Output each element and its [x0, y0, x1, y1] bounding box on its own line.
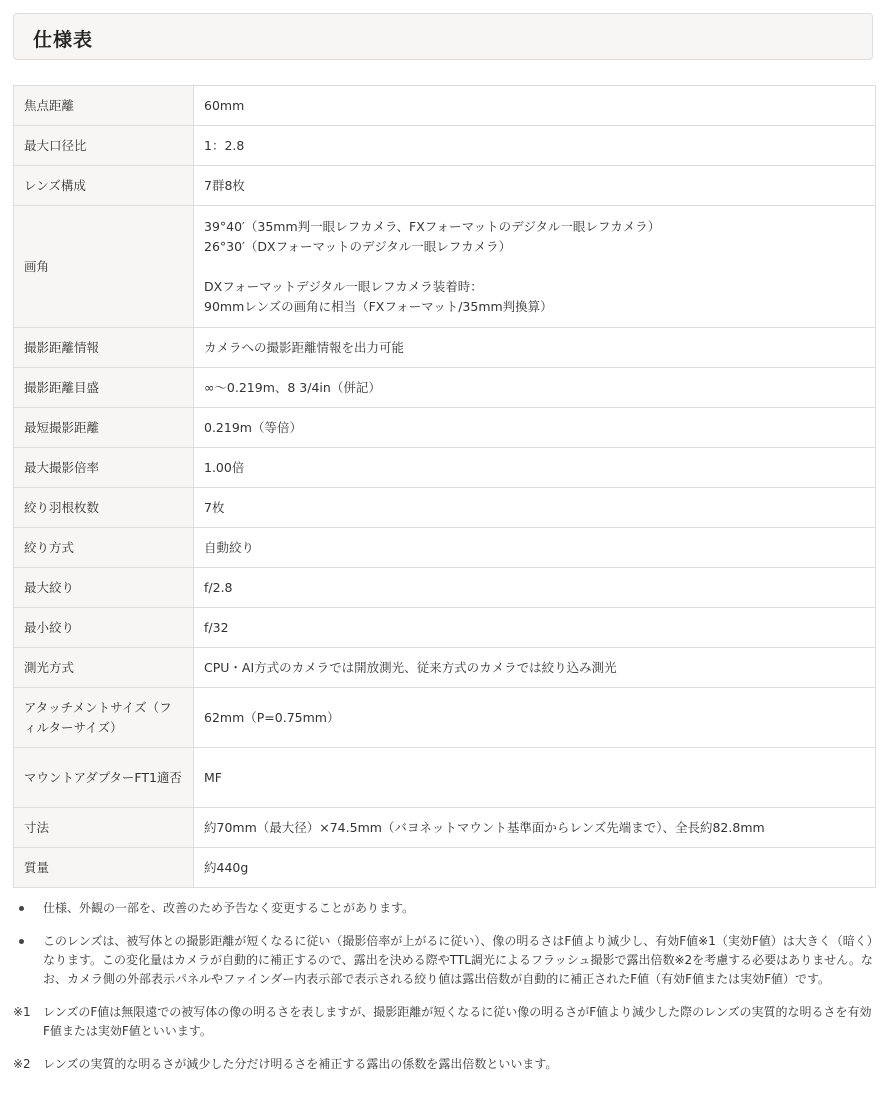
spec-value	[194, 748, 876, 808]
spec-label: マウントアダプターFT1適否	[14, 748, 194, 808]
notes-section	[13, 899, 873, 1088]
spec-label: レンズ構成	[14, 166, 194, 206]
spec-row	[14, 488, 876, 528]
spec-label: 質量	[14, 848, 194, 888]
spec-value-line: f/32	[204, 619, 229, 635]
spec-row	[14, 328, 876, 368]
spec-value-line: 60mm	[204, 97, 245, 113]
spec-value	[194, 848, 876, 888]
spec-value-line: 39°40′（35mm判一眼レフカメラ、FXフォーマットのデジタル一眼レフカメラ）	[204, 218, 661, 234]
spec-value	[194, 206, 876, 328]
footnote-1	[13, 1003, 873, 1041]
spec-row	[14, 808, 876, 848]
spec-value-line: 90mmレンズの画角に相当（FXフォーマット/35mm判換算）	[204, 298, 553, 314]
spec-label: 撮影距離情報	[14, 328, 194, 368]
spec-row	[14, 848, 876, 888]
note-bullet-text: 仕様、外観の一部を、改善のため予告なく変更することがあります。	[43, 901, 415, 915]
spec-row	[14, 126, 876, 166]
footnote-text: レンズのF値は無限遠での被写体の像の明るさを表しますが、撮影距離が短くなるに従い像の明るさがF値より減少した際のレンズの実質的な明るさを有効F値または実効F値といいます。	[43, 1005, 872, 1038]
spec-row	[14, 408, 876, 448]
bullet-dot-icon	[19, 906, 24, 911]
spec-value-line: ∞～0.219m、8 3/4in（併記）	[204, 379, 381, 395]
spec-label: 最短撮影距離	[14, 408, 194, 448]
spec-label: アタッチメントサイズ（フィルターサイズ）	[14, 688, 194, 748]
spec-value	[194, 648, 876, 688]
footnote-2	[13, 1055, 873, 1074]
spec-value-line: 62mm（P=0.75mm）	[204, 709, 340, 725]
footnote-text: レンズの実質的な明るさが減少した分だけ明るさを補正する露出の係数を露出倍数といいます。	[43, 1057, 558, 1071]
spec-row	[14, 206, 876, 328]
footnote-mark: ※2	[13, 1057, 31, 1071]
spec-value-line: f/2.8	[204, 579, 233, 595]
spec-row	[14, 608, 876, 648]
spec-value-line: 1：2.8	[204, 137, 245, 153]
spec-label: 最大絞り	[14, 568, 194, 608]
spec-label: 絞り羽根枚数	[14, 488, 194, 528]
spec-value	[194, 166, 876, 206]
spec-label: 画角	[14, 206, 194, 328]
spec-value	[194, 328, 876, 368]
spec-value-blank-line	[204, 257, 865, 277]
spec-value-line: 0.219m（等倍）	[204, 419, 302, 435]
spec-row	[14, 748, 876, 808]
spec-value	[194, 448, 876, 488]
spec-label: 測光方式	[14, 648, 194, 688]
spec-label: 最小絞り	[14, 608, 194, 648]
spec-row	[14, 688, 876, 748]
spec-value	[194, 86, 876, 126]
spec-value	[194, 126, 876, 166]
spec-value-line: 1.00倍	[204, 459, 245, 475]
spec-value-line: 7枚	[204, 499, 225, 515]
spec-label: 絞り方式	[14, 528, 194, 568]
spec-value	[194, 488, 876, 528]
spec-row	[14, 528, 876, 568]
spec-row	[14, 166, 876, 206]
spec-value-line: 26°30′（DXフォーマットのデジタル一眼レフカメラ）	[204, 238, 512, 254]
spec-row	[14, 568, 876, 608]
spec-value	[194, 408, 876, 448]
spec-label: 焦点距離	[14, 86, 194, 126]
spec-title-box	[13, 13, 873, 60]
spec-label: 撮影距離目盛	[14, 368, 194, 408]
spec-value	[194, 368, 876, 408]
spec-row	[14, 648, 876, 688]
note-bullet	[13, 899, 873, 918]
spec-value-line: CPU・AI方式のカメラでは開放測光、従来方式のカメラでは絞り込み測光	[204, 659, 617, 675]
spec-row	[14, 86, 876, 126]
spec-label: 最大撮影倍率	[14, 448, 194, 488]
spec-table-body	[14, 86, 876, 888]
spec-label: 最大口径比	[14, 126, 194, 166]
spec-value	[194, 528, 876, 568]
spec-value-line: 自動絞り	[204, 539, 255, 555]
footnote-mark: ※1	[13, 1005, 31, 1019]
spec-value-line: 約440g	[204, 859, 249, 875]
spec-value-line: 7群8枚	[204, 177, 245, 193]
spec-table	[13, 85, 876, 888]
spec-value-line: カメラへの撮影距離情報を出力可能	[204, 339, 405, 355]
spec-value	[194, 688, 876, 748]
spec-value	[194, 608, 876, 648]
spec-value	[194, 808, 876, 848]
spec-row	[14, 368, 876, 408]
bullet-dot-icon	[19, 939, 24, 944]
spec-value-line: 約70mm（最大径）×74.5mm（バヨネットマウント基準面からレンズ先端まで）、全長約82.8mm	[204, 819, 765, 835]
spec-value-line: MF	[204, 769, 222, 785]
note-bullet-text: このレンズは、被写体との撮影距離が短くなるに従い（撮影倍率が上がるに従い）、像の明るさはF値より減少し、有効F値※1（実効F値）は大きく（暗く）なります。この変化量はカメラが自動的に補正するので、露出を決める際やTTL調光によるフラッシュ撮影で露出倍数※2を考慮する必要はありません。なお、カメラ側の外部表示パネルやファインダー内表示部で表示される絞り値は露出倍数が自動的に補正されたF値（有効F値または実効F値）です。	[43, 934, 873, 986]
page-title: 仕様表	[33, 29, 94, 51]
spec-row	[14, 448, 876, 488]
spec-label: 寸法	[14, 808, 194, 848]
spec-value-line: DXフォーマットデジタル一眼レフカメラ装着時：	[204, 278, 483, 294]
note-bullet	[13, 932, 873, 989]
spec-value	[194, 568, 876, 608]
